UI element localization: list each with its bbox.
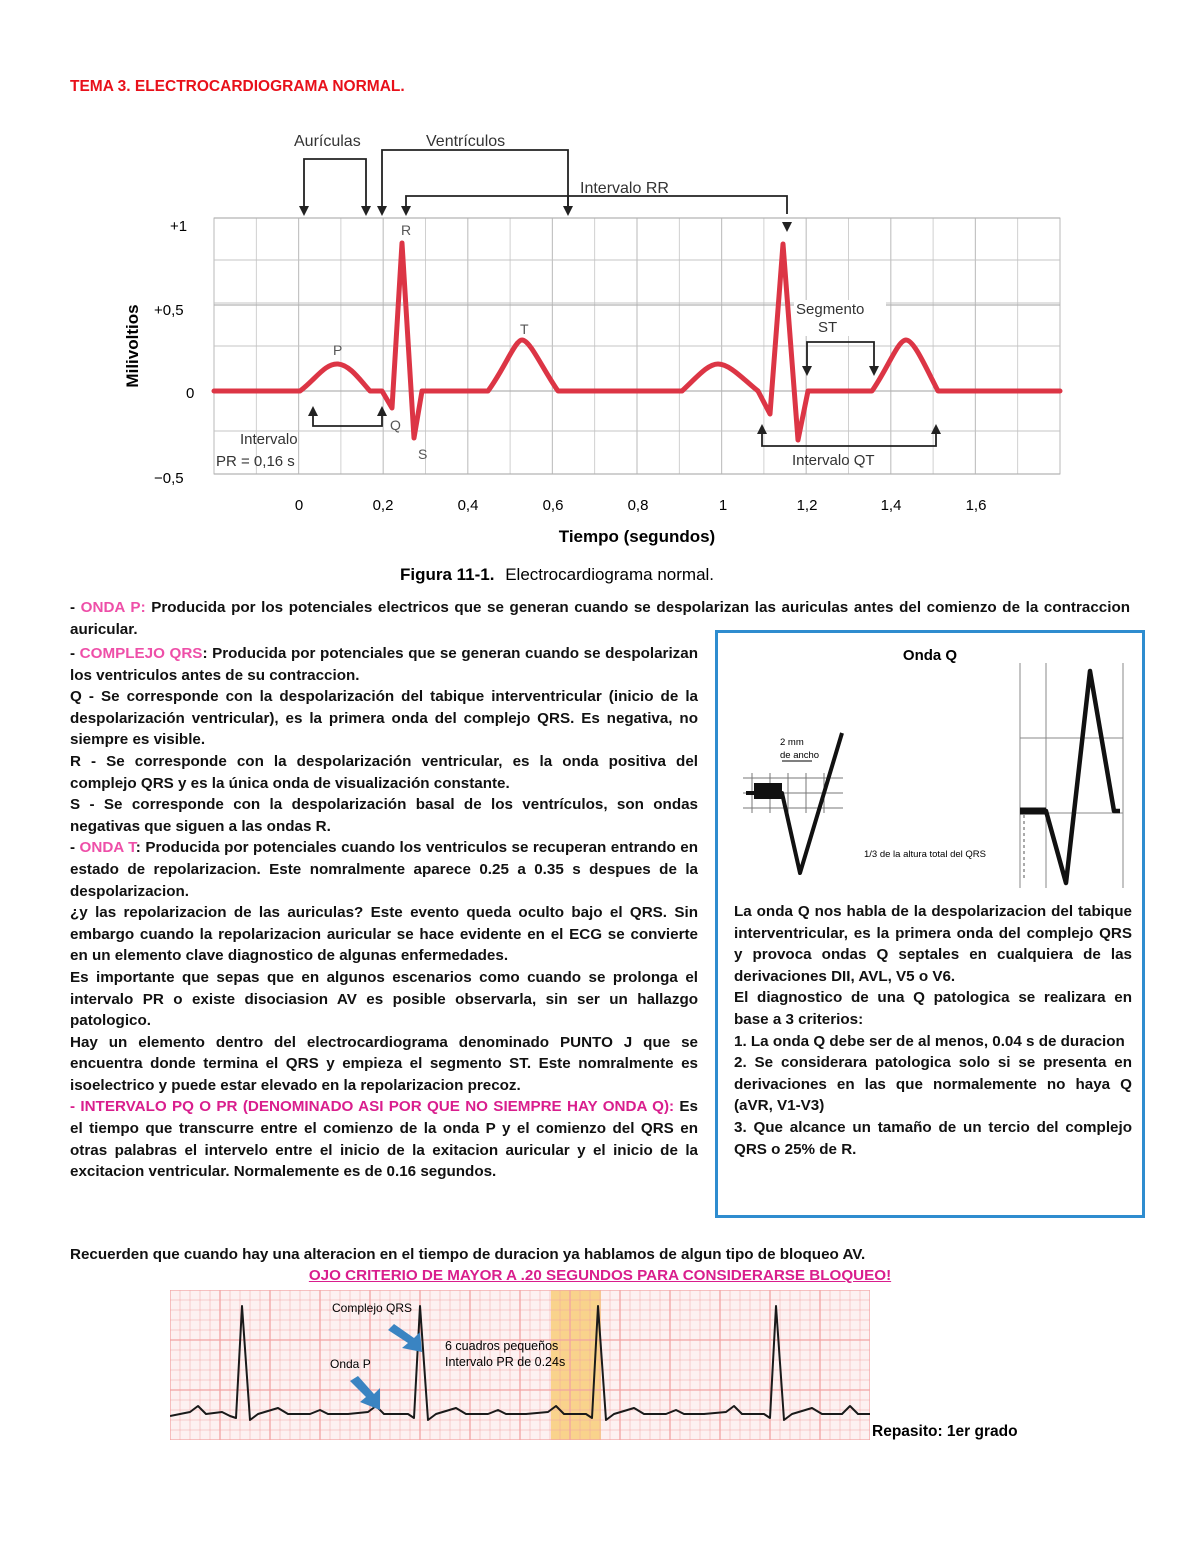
q-paragraph: Q - Se corresponde con la despolarización del tabique interventricular (inicio de la despolarización ventricular), es la primera onda del complejo QRS. Es negativa, no siempre es visible. <box>70 688 698 749</box>
criterion-2: 2. Se considerara patologica solo si se presenta en derivaciones en las que normalemente no haya Q (aVR, V1-V3) <box>734 1054 1132 1115</box>
x-axis-label: Tiempo (segundos) <box>558 527 716 546</box>
st-segment-label-2: ST <box>818 319 838 336</box>
auricular-repolarization-paragraph: ¿y las repolarizacion de las auriculas? Este evento queda oculto bajo el QRS. Sin embargo cuando la repolarizacion auricular se hace evidente en el ECG se convierte en un elemento clave diagnostico de algunas enfermedades. <box>70 904 698 965</box>
criterion-3: 3. Que alcance un tamaño de un tercio del complejo QRS o 25% de R. <box>734 1118 1132 1158</box>
onda-t-text: : Producida por potenciales cuando los ventriculos se recuperan entrando en estado de repolarizacion. Este nomralmente aparece 0.25 a 0.35 s despues de la despolarizacion. <box>70 839 698 900</box>
ecg-strip <box>170 1290 870 1440</box>
ventriculos-label: Ventrículos <box>426 133 506 150</box>
importante-paragraph: Es importante que sepas que en algunos escenarios como cuando se prolonga el intervalo PR o existe disociasion AV es posible observarla, sin ser un hallazgo patologico. <box>70 968 698 1030</box>
onda-q-text <box>734 901 1132 1160</box>
x-tick: 0 <box>294 497 304 514</box>
q-wave-label: Q <box>390 417 401 433</box>
onda-p-dash: - <box>70 599 81 616</box>
onda-p-text: Producida por los potenciales electricos que se generan cuando se despolarizan las auriculas antes del comienzo de la contraccion auricular. <box>70 599 1130 638</box>
criterion-1: 1. La onda Q debe ser de al menos, 0.04 s de duracion <box>734 1032 1125 1050</box>
qrs-text: : Producida por potenciales que se generan cuando se despolarizan los ventriculos antes de su contraccion. <box>70 645 698 684</box>
onda-q-diagnostico: El diagnostico de una Q patologica se realizara en base a 3 criterios: <box>734 989 1132 1028</box>
strip-note-2: Intervalo PR de 0.24s <box>445 1355 566 1369</box>
pr-interval-heading: - INTERVALO PQ O PR (DENOMINADO ASI POR QUE NO SIEMPRE HAY ONDA Q): <box>70 1098 675 1116</box>
pr-interval-label-2: PR = 0,16 s <box>216 453 295 470</box>
p-wave-label: P <box>333 342 343 358</box>
y-tick-minus-half: −0,5 <box>154 470 184 487</box>
rr-interval-label: Intervalo RR <box>580 180 669 197</box>
onda-p-label: ONDA P: <box>80 599 146 616</box>
qt-interval-label: Intervalo QT <box>792 452 875 469</box>
pr-interval-label-1: Intervalo <box>240 431 298 448</box>
bloqueo-reminder: Recuerden que cuando hay una alteracion en el tiempo de duracion ya hablamos de algun tipo de bloqueo AV. <box>70 1246 866 1263</box>
onda-t-label: ONDA T <box>79 839 136 857</box>
strip-qrs-label: Complejo QRS <box>332 1301 413 1315</box>
top-annotation-brackets <box>304 150 787 214</box>
ojo-warning: OJO CRITERIO DE MAYOR A .20 SEGUNDOS PARA CONSIDERARSE BLOQUEO! <box>308 1267 892 1284</box>
q-width-label-2: de ancho <box>780 750 820 761</box>
onda-q-title: Onda Q <box>902 647 958 664</box>
onda-q-intro: La onda Q nos habla de la despolarizacion del tabique interventricular, es la primera onda del complejo QRS y provoca ondas Q septales en cualquiera de las derivaciones DII, AVL, V5 o V6. <box>734 903 1132 985</box>
onda-t-paragraph <box>70 837 698 902</box>
figure-caption-number: Figura 11-1. <box>400 565 495 584</box>
x-tick: 1,4 <box>880 497 902 514</box>
q-third-label: 1/3 de la altura total del QRS <box>864 849 986 860</box>
page-title: TEMA 3. ELECTROCARDIOGRAMA NORMAL. <box>70 78 405 95</box>
r-paragraph: R - Se corresponde con la despolarización ventricular, es la onda positiva del complejo QRS y es la única onda de visualización constante. <box>70 752 698 792</box>
s-paragraph: S - Se corresponde con la despolarización basal de los ventrículos, son ondas negativas que siguen a las ondas R. <box>70 796 698 835</box>
onda-t-dash: - <box>70 839 80 857</box>
x-tick: 1,6 <box>965 497 987 514</box>
x-tick: 1 <box>718 497 728 514</box>
pr-interval-text: Es el tiempo que transcurre entre el comienzo de la onda P y el comienzo del QRS en otras palabras el intervelo entre el inicio de la exitacion auricular y el inicio de la excitacion ventricular. Normalemente es de 0.16 segundos. <box>70 1098 699 1181</box>
auriculas-label: Aurículas <box>294 133 361 150</box>
r-wave-label: R <box>401 222 412 238</box>
onda-q-diagram <box>718 633 1142 903</box>
repasito-label: Repasito: 1er grado <box>872 1423 1018 1440</box>
figure-caption-text: Electrocardiograma normal. <box>505 565 715 584</box>
y-tick-plus-half: +0,5 <box>154 302 184 319</box>
x-tick: 0,2 <box>372 497 394 514</box>
qrs-paragraph <box>70 643 698 686</box>
left-column <box>70 643 698 1183</box>
y-tick-zero: 0 <box>186 385 195 402</box>
ecg-figure <box>110 118 1070 588</box>
s-wave-label: S <box>418 446 428 462</box>
qrs-dash: - <box>70 645 80 662</box>
y-axis-label: Milivoltios <box>123 304 142 388</box>
isoelectric-segment <box>754 783 782 799</box>
strip-p-label: Onda P <box>330 1357 371 1371</box>
y-tick-plus-1: +1 <box>170 218 188 235</box>
x-tick: 0,8 <box>627 497 649 514</box>
pr-interval-paragraph <box>70 1096 698 1182</box>
q-width-label-1: 2 mm <box>780 737 804 748</box>
q-depth-trace <box>1020 671 1120 883</box>
qrs-label: COMPLEJO QRS <box>79 645 203 662</box>
x-tick: 0,6 <box>542 497 564 514</box>
x-tick: 0,4 <box>457 497 479 514</box>
x-tick: 1,2 <box>796 497 818 514</box>
strip-note-1: 6 cuadros pequeños <box>445 1339 559 1353</box>
onda-q-box <box>715 630 1145 1218</box>
st-segment-label-1: Segmento <box>796 301 865 318</box>
figure-caption <box>400 565 714 584</box>
punto-j-paragraph: Hay un elemento dentro del electrocardiograma denominado PUNTO J que se encuentra donde termina el QRS y empieza el segmento ST. Este nomralmente es isoelectrico y puede estar elevado en la repolarizacion precoz. <box>70 1033 698 1094</box>
t-wave-label: T <box>520 321 529 337</box>
